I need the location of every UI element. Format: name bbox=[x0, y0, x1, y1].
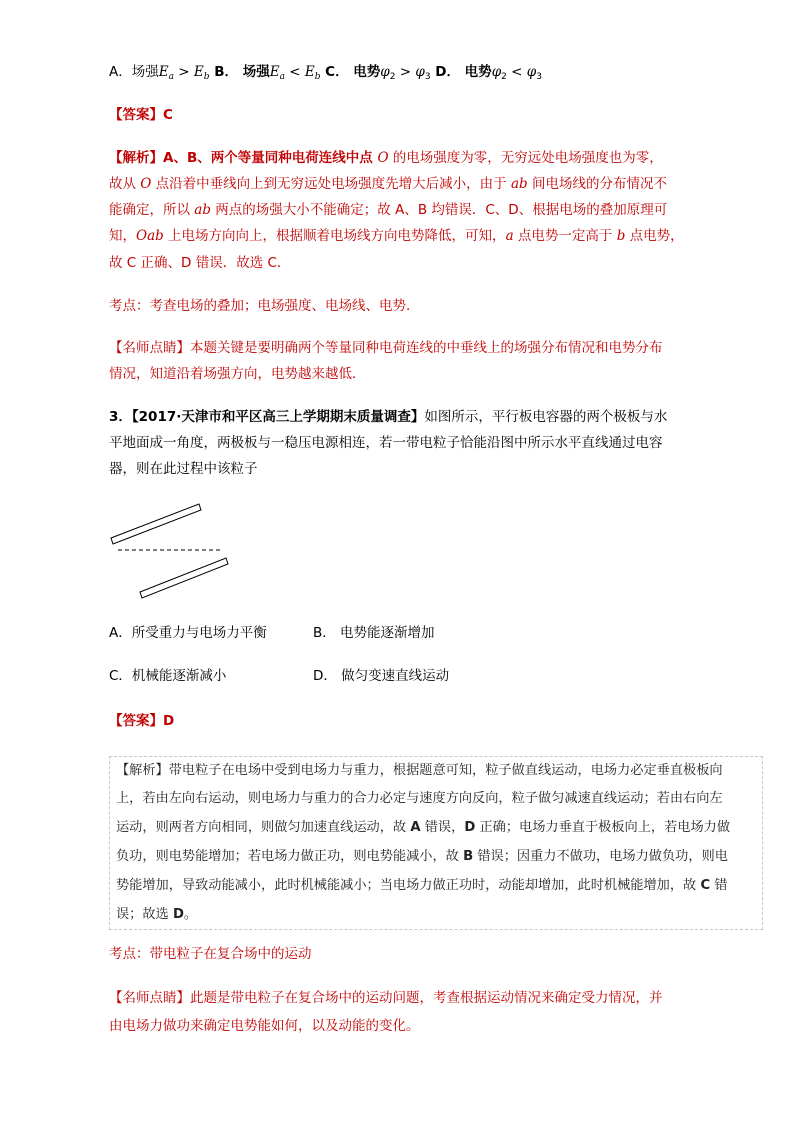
q3-stem-line-1 bbox=[109, 407, 667, 427]
q2-analysis-text: 能确定，所以 bbox=[109, 202, 195, 218]
lower-plate bbox=[140, 558, 228, 598]
op-greater: > bbox=[395, 64, 416, 80]
q2-option-a-prefix: A．场强 bbox=[109, 64, 159, 80]
potential-symbol-phi: φ bbox=[526, 64, 537, 80]
q3-analysis-text: 误；故选 bbox=[116, 907, 173, 922]
potential-symbol-phi: φ bbox=[380, 64, 390, 80]
q3-analysis-box bbox=[109, 756, 763, 930]
option-letter: C bbox=[700, 878, 711, 893]
q3-option-d: D． 做匀变速直线运动 bbox=[313, 668, 450, 684]
q2-analysis-text: 的电场强度为零，无穷远处电场强度也为零， bbox=[388, 150, 663, 166]
q3-option-b: B． 电势能逐渐增加 bbox=[313, 625, 435, 641]
q2-answer: 【答案】C bbox=[109, 107, 173, 123]
subscript-3: 3 bbox=[536, 72, 542, 82]
q3-stem-text: 如图所示，平行板电容器的两个极板与水 bbox=[424, 409, 668, 425]
point-b: b bbox=[616, 228, 626, 244]
q2-analysis-line-1 bbox=[109, 148, 663, 168]
q2-analysis-text: 间电场线的分布情况不 bbox=[527, 176, 667, 192]
op-less: < bbox=[506, 64, 527, 80]
q2-analysis-text: 上电场方向向上，根据顺着电场线方向电势降低，可知， bbox=[163, 228, 506, 244]
q3-analysis-text: 错 bbox=[710, 878, 728, 893]
q3-analysis-text: 负功，则电势能增加；若电场力做正功，则电势能减小，故 bbox=[116, 849, 464, 864]
q2-analysis-text: 两点的场强大小不能确定；故 A、B 均错误．C、D、根据电场的叠加原理可 bbox=[211, 202, 668, 218]
q3-analysis-text: 错误， bbox=[420, 820, 465, 835]
q2-option-c-prefix: C． 电势 bbox=[320, 64, 381, 80]
q3-kaodian: 考点：带电粒子在复合场中的运动 bbox=[109, 946, 312, 962]
segment-ab: ab bbox=[194, 202, 211, 218]
point-o: O bbox=[140, 176, 152, 192]
q3-analysis-line-1: 【解析】带电粒子在电场中受到电场力与重力，根据题意可知，粒子做直线运动，电场力必定垂直极板向 bbox=[116, 763, 723, 778]
subscript-b: b bbox=[314, 72, 321, 82]
q2-analysis-line-2 bbox=[109, 174, 667, 194]
subscript-a: a bbox=[279, 72, 285, 82]
q3-analysis-text: 正确；电场力垂直于极板向上，若电场力做 bbox=[475, 820, 731, 835]
q2-tips-line-2: 情况，知道沿着场强方向，电势越来越低． bbox=[109, 366, 366, 382]
op-less: < bbox=[284, 64, 305, 80]
option-letter: D bbox=[172, 907, 184, 922]
field-symbol-e: E bbox=[193, 64, 204, 80]
capacitor-figure bbox=[108, 500, 236, 600]
potential-symbol-phi: φ bbox=[415, 64, 425, 80]
subscript-3: 3 bbox=[424, 72, 431, 82]
q3-analysis-text: 。 bbox=[183, 907, 198, 922]
q3-option-a: A．所受重力与电场力平衡 bbox=[109, 625, 267, 641]
q2-analysis-text: 点沿着中垂线向上到无穷远处电场强度先增大后减小，由于 bbox=[151, 176, 511, 192]
subscript-a: a bbox=[168, 72, 174, 82]
q2-analysis-text: 知， bbox=[109, 228, 136, 244]
q3-stem-line-2: 平地面成一角度，两极板与一稳压电源相连，若一带电粒子恰能沿图中所示水平直线通过电容 bbox=[109, 435, 663, 451]
segment-oab: Oab bbox=[136, 228, 164, 244]
q3-source: 【2017·天津市和平区高三上学期期末质量调查】 bbox=[131, 409, 425, 425]
q3-tips-line-2: 由电场力做功来确定电势能如何，以及动能的变化。 bbox=[109, 1018, 420, 1034]
q2-analysis-line-5: 故 C 正确、D 错误．故选 C． bbox=[109, 255, 291, 271]
segment-ab: ab bbox=[510, 176, 528, 192]
field-symbol-e: E bbox=[158, 64, 169, 80]
q2-analysis-line-3 bbox=[109, 200, 667, 220]
point-a: a bbox=[505, 228, 514, 244]
q3-analysis-text: 势能增加，导致动能减小，此时机械能减小；当电场力做正功时，动能却增加，此时机械能增加，故 bbox=[116, 878, 701, 893]
q3-analysis-text: 错误；因重力不做功，电场力做负功，则电 bbox=[473, 849, 728, 864]
option-letter: B bbox=[463, 849, 474, 864]
q3-analysis-line-2: 上，若由左向右运动，则电场力与重力的合力必定与速度方向反向，粒子做匀减速直线运动；若由右向左 bbox=[116, 791, 723, 806]
q2-kaodian: 考点：考查电场的叠加；电场强度、电场线、电势. bbox=[109, 298, 411, 314]
q3-analysis-line-5 bbox=[116, 876, 728, 896]
q2-option-b-prefix: B． 场强 bbox=[209, 64, 270, 80]
q3-analysis-line-3 bbox=[116, 818, 730, 838]
q2-analysis-line-4 bbox=[109, 226, 684, 246]
q3-stem-line-3: 器，则在此过程中该粒子 bbox=[109, 461, 258, 477]
q3-option-c: C．机械能逐渐减小 bbox=[109, 668, 227, 684]
q3-analysis-line-6 bbox=[116, 905, 197, 925]
point-o: O bbox=[377, 150, 389, 166]
q3-number: 3． bbox=[109, 409, 132, 425]
q3-analysis-line-4 bbox=[116, 847, 728, 867]
subscript-b: b bbox=[203, 72, 210, 82]
q2-tips-line-1: 【名师点睛】本题关键是要明确两个等量同种电荷连线的中垂线上的场强分布情况和电势分布 bbox=[109, 340, 663, 356]
q2-analysis-text: 【解析】A、B、两个等量同种电荷连线中点 bbox=[109, 150, 378, 166]
q3-tips-line-1: 【名师点睛】此题是带电粒子在复合场中的运动问题，考查根据运动情况来确定受力情况，并 bbox=[109, 990, 663, 1006]
q3-analysis-text: 运动，则两者方向相同，则做匀加速直线运动，故 bbox=[116, 820, 411, 835]
q2-analysis-text: 故从 bbox=[109, 176, 141, 192]
field-symbol-e: E bbox=[269, 64, 280, 80]
op-greater: > bbox=[173, 64, 194, 80]
q2-analysis-text: 点电势， bbox=[625, 228, 684, 244]
q2-analysis-text: 点电势一定高于 bbox=[513, 228, 617, 244]
q3-answer: 【答案】D bbox=[109, 713, 175, 729]
potential-symbol-phi: φ bbox=[491, 64, 502, 80]
subscript-2: 2 bbox=[501, 72, 507, 82]
option-letter: D bbox=[464, 820, 476, 835]
q2-option-d-prefix: D． 电势 bbox=[430, 64, 492, 80]
field-symbol-e: E bbox=[304, 64, 315, 80]
upper-plate bbox=[111, 504, 201, 544]
option-letter: A bbox=[410, 820, 421, 835]
subscript-2: 2 bbox=[389, 72, 396, 82]
q2-options-line bbox=[109, 62, 542, 87]
